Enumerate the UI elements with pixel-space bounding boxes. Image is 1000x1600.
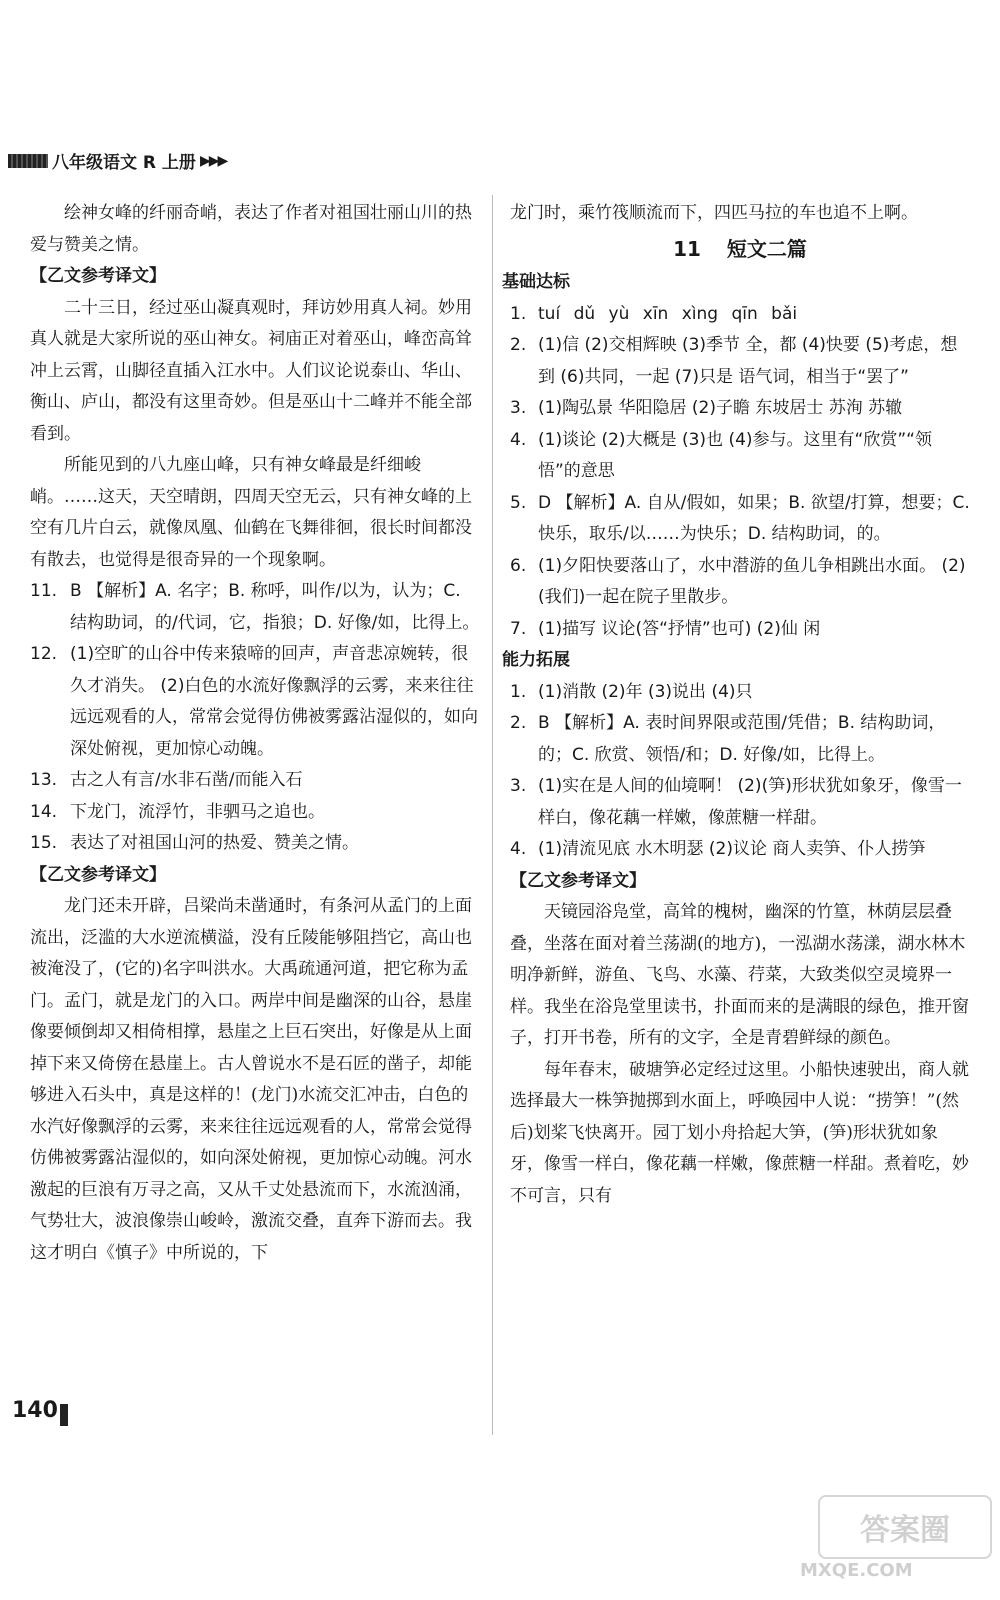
translation-continuation: 龙门时，乘竹筏顺流而下，四匹马拉的车也追不上啊。 [510,203,918,223]
answer-number: 7. [510,618,527,639]
column-divider [492,195,493,1435]
answer-text: (1)实在是人间的仙境啊！ (2)(笋)形状犹如象牙，像雪一样白，像花藕一样嫩，像蔗糖一样甜。 [538,776,962,828]
translation-heading: 【乙文参考译文】 [30,266,166,286]
answer-text: (1)谈论 (2)大概是 (3)也 (4)参与。这里有“欣赏”“领悟”的意思 [538,429,932,481]
header-title: 八年级语文 R 上册 [52,153,196,173]
page-header [8,148,226,173]
answer-text: 下龙门，流浮竹，非驷马之追也。 [70,801,325,822]
answer-item [30,639,480,765]
answer-text: (1)消散 (2)年 (3)说出 (4)只 [538,681,753,702]
translation-heading: 【乙文参考译文】 [30,864,166,885]
answer-item [510,330,970,393]
answer-item [510,551,970,614]
right-column [502,198,970,1212]
answer-item [510,393,970,425]
answer-text: B 【解析】A. 名字；B. 称呼，叫作/以为，认为；C. 结构助词，的/代词，它，指狼；D. 好像/如，比得上。 [70,581,480,633]
left-column [30,198,480,1269]
answer-item [510,834,970,866]
answer-number: 15. [30,833,58,853]
answer-text: (1)信 (2)交相辉映 (3)季节 全，都 (4)快要 (5)考虑，想到 (6)共同，一起 (7)只是 语气词，相当于“罢了” [538,335,958,387]
translation-paragraph: 每年春末，破塘笋必定经过这里。小船快速驶出，商人就选择最大一株笋抛掷到水面上，呼唤园中人说：“捞笋！”(然后)划桨飞快离开。园丁划小舟拾起大笋，(笋)形状犹如象牙，像雪一样白，像花藕一样嫩，像蔗糖一样甜。煮着吃，妙不可言，只有 [510,1059,969,1206]
answer-text: (1)陶弘景 华阳隐居 (2)子瞻 东坡居士 苏洵 苏辙 [538,398,903,418]
translation-heading: 【乙文参考译文】 [510,870,646,891]
translation-paragraph: 龙门还未开辟，吕梁尚未凿通时，有条河从孟门的上面流出，泛滥的大水逆流横溢，没有丘陵能够阻挡它，高山也被淹没了，(它的)名字叫洪水。大禹疏通河道，把它称为孟门。孟门，就是龙门的入口。两岸中间是幽深的山谷，悬崖像要倾倒却又相倚相撑，悬崖之上巨石突出，好像是从上面掉下来又倚傍在悬崖上。古人曾说水不是石匠的凿子，却能够进入石头中，真是这样的！(龙门)水流交汇冲击，白色的水汽好像飘浮的云雾，来来往往远远观看的人，常常会觉得仿佛被雾露沾湿似的，如向深处俯视，更加惊心动魄。河水激起的巨浪有万寻之高，又从千丈处悬流而下，水流汹涌，气势壮大，波浪像崇山峻岭，激流交叠，直奔下游而去。我这才明白《慎子》中所说的，下 [30,896,472,1263]
answer-text: 表达了对祖国山河的热爱、赞美之情。 [70,833,359,853]
answer-number: 3. [510,398,527,418]
answer-number: 12. [30,644,58,664]
page-number [12,1398,68,1426]
answer-number: 3. [510,776,527,796]
section-number: 11 [673,236,701,261]
watermark-url: MXQE.COM [800,1560,913,1581]
translation-paragraph: 所能见到的八九座山峰，只有神女峰最是纤细峻峭。……这天，天空晴朗，四周天空无云，只有神女峰的上空有几片白云，就像凤凰、仙鹤在飞舞徘徊，很长时间都没有散去，也觉得是很奇异的一个现象啊。 [30,455,472,570]
translation-paragraph: 二十三日，经过巫山凝真观时，拜访妙用真人祠。妙用真人就是大家所说的巫山神女。祠庙正对着巫山，峰峦高耸冲上云霄，山脚径直插入江水中。人们议论说泰山、华山、衡山、庐山，都没有这里奇妙。但是巫山十二峰并不能全部看到。 [30,297,472,444]
answer-item [510,677,970,709]
answer-item [510,299,970,331]
answer-number: 13. [30,770,58,790]
answer-text: D 【解析】A. 自从/假如，如果；B. 欲望/打算，想要；C. 快乐，取乐/以……为快乐；D. 结构助词，的。 [538,492,970,544]
section-title [510,234,970,266]
answer-number: 2. [510,335,527,355]
answer-text: 古之人有言/水非石凿/而能入石 [70,770,303,790]
answer-item [510,614,970,646]
page-number-mark [60,1404,68,1426]
answer-item [30,576,480,639]
header-arrows-icon: ▶▶▶ [199,152,227,169]
answer-text: tuí dǔ yù xīn xìng qīn bǎi [538,303,798,324]
answer-text: B 【解析】A. 表时间界限或范围/凭借；B. 结构助词，的；C. 欣赏、领悟/和；D. 好像/如，比得上。 [538,713,946,765]
answer-item [510,708,970,771]
answer-text: (1)空旷的山谷中传来猿啼的回声，声音悲凉婉转，很久才消失。 (2)白色的水流好像飘浮的云雾，来来往往远远观看的人，常常会觉得仿佛被雾露沾湿似的，如向深处俯视，更加惊心动魄。 [70,644,478,759]
answer-item [510,488,970,551]
translation-paragraph: 天镜园浴凫堂，高耸的槐树，幽深的竹篁，林荫层层叠叠，坐落在面对着兰荡湖(的地方)，一泓湖水荡漾，湖水林木明净新鲜，游鱼、飞鸟、水藻、荇菜，大致类似空灵境界一样。我坐在浴凫堂里读书，扑面而来的是满眼的绿色，推开窗子，打开书卷，所有的文字，全是青碧鲜绿的颜色。 [510,902,969,1048]
intro-text: 绘神女峰的纤丽奇峭，表达了作者对祖国壮丽山川的热爱与赞美之情。 [30,203,472,255]
answer-item [30,828,480,860]
header-bar-decoration [8,154,48,168]
answer-text: (1)清流见底 水木明瑟 (2)议论 商人卖笋、仆人捞笋 [538,839,926,859]
answer-number: 11. [30,581,58,601]
answer-number: 1. [510,303,527,324]
answer-number: 6. [510,555,527,576]
answer-item [30,765,480,797]
answer-item [30,797,480,829]
subsection-heading: 基础达标 [502,272,570,292]
section-title-text: 短文二篇 [726,236,807,261]
answer-number: 1. [510,681,527,702]
answer-number: 2. [510,713,527,733]
answer-item [510,425,970,488]
answer-number: 4. [510,839,527,859]
answer-text: (1)描写 议论(答“抒情”也可) (2)仙 闲 [538,618,821,639]
answer-number: 5. [510,492,527,513]
answer-text: (1)夕阳快要落山了，水中潜游的鱼儿争相跳出水面。 (2)(我们)一起在院子里散步。 [538,555,966,607]
answer-item [510,771,970,834]
answer-number: 4. [510,429,527,450]
subsection-heading: 能力拓展 [502,650,570,670]
page-number-text: 140 [12,1398,58,1423]
answer-number: 14. [30,801,58,822]
watermark-logo: 答案圈 [818,1495,992,1559]
